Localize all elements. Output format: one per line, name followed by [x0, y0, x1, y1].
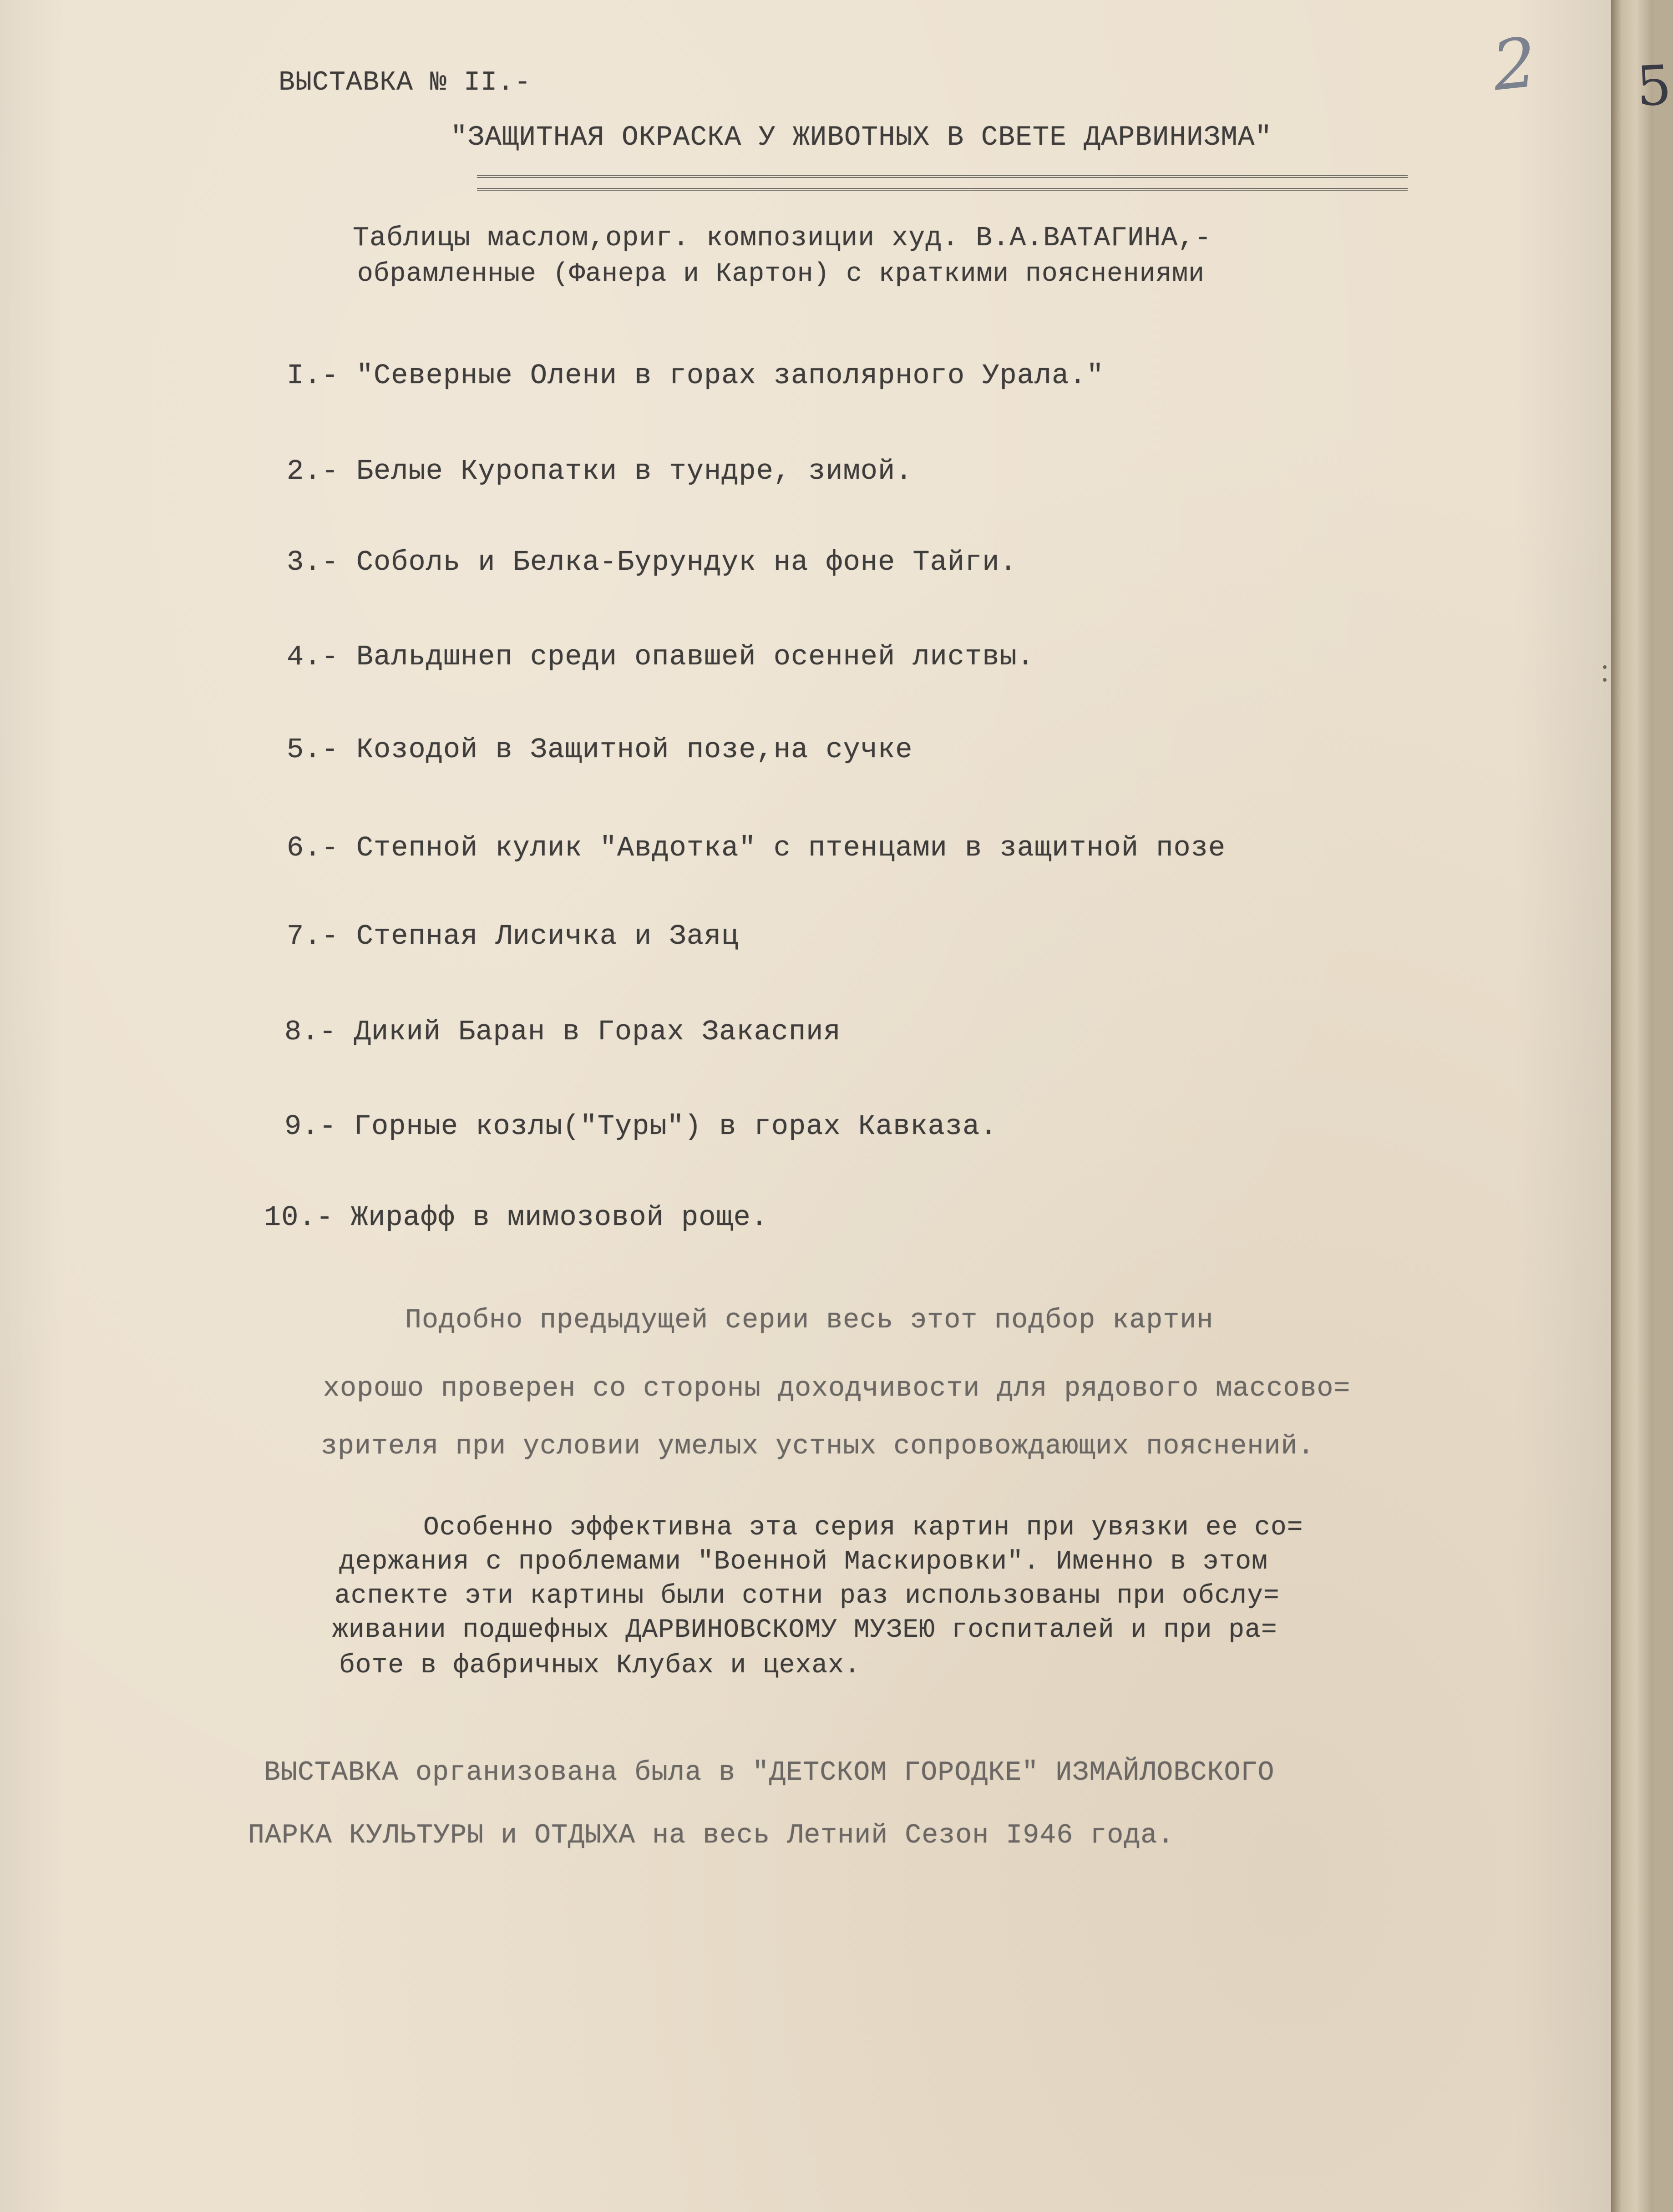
page-number-handwritten: 2 [1489, 23, 1541, 106]
paragraph-1-line-2: хорошо проверен со стороны доходчивости для рядового массово= [323, 1373, 1351, 1404]
paragraph-2-line-2: держания с проблемами "Военной Маскировки". Именно в этом [339, 1547, 1268, 1577]
paragraph-1-line-3: зрителя при условии умелых устных сопровождающих пояснений. [321, 1431, 1315, 1462]
list-item-9: 9.- Горные козлы("Туры") в горах Кавказа. [284, 1110, 998, 1143]
list-item-8: 8.- Дикий Баран в Горах Закаспия [284, 1016, 841, 1048]
exhibition-heading: ВЫСТАВКА № II.- [279, 67, 532, 98]
margin-mark [1603, 665, 1607, 669]
description-line-1: Таблицы маслом,ориг. композиции худ. В.А.ВАТАГИНА,- [353, 223, 1212, 254]
document-title: "ЗАЩИТНАЯ ОКРАСКА У ЖИВОТНЫХ В СВЕТЕ ДАРВИНИЗМА" [451, 122, 1272, 153]
paragraph-1-line-1: Подобно предыдущей серии весь этот подбор картин [405, 1305, 1214, 1336]
underlying-page-edge [1611, 0, 1653, 2212]
list-item-7: 7.- Степная Лисичка и Заяц [287, 920, 739, 952]
margin-mark [1603, 678, 1607, 682]
list-item-2: 2.- Белые Куропатки в тундре, зимой. [287, 455, 913, 487]
title-underline [477, 175, 1408, 191]
paragraph-2-line-1: Особенно эффективна эта серия картин при увязки ее со= [423, 1513, 1303, 1543]
list-item-4: 4.- Вальдшнеп среди опавшей осенней листвы. [287, 641, 1034, 673]
closing-line-2: ПАРКА КУЛЬТУРЫ и ОТДЫХА на весь Летний Сезон I946 года. [248, 1820, 1175, 1851]
paragraph-2-line-4: живании подшефных ДАРВИНОВСКОМУ МУЗЕЮ госпиталей и при ра= [332, 1615, 1278, 1645]
paragraph-2-line-5: боте в фабричных Клубах и цехах. [339, 1651, 861, 1681]
description-line-2: обрамленные (Фанера и Картон) с краткими пояснениями [357, 259, 1205, 289]
list-item-1: I.- "Северные Олени в горах заполярного Урала." [287, 359, 1104, 392]
paragraph-2-line-3: аспекте эти картины были сотни раз использованы при обслу= [335, 1581, 1280, 1611]
list-item-5: 5.- Козодой в Защитной позе,на сучке [287, 734, 913, 766]
list-item-6: 6.- Степной кулик "Авдотка" с птенцами в защитной позе [287, 832, 1226, 864]
list-item-3: 3.- Соболь и Белка-Бурундук на фоне Тайги. [287, 546, 1017, 578]
closing-line-1: ВЫСТАВКА организована была в "ДЕТСКОМ ГОРОДКЕ" ИЗМАЙЛОВСКОГО [264, 1757, 1275, 1788]
list-item-10: 10.- Жирафф в мимозовой роще. [264, 1201, 768, 1234]
edge-page-number: 5 [1635, 54, 1673, 119]
